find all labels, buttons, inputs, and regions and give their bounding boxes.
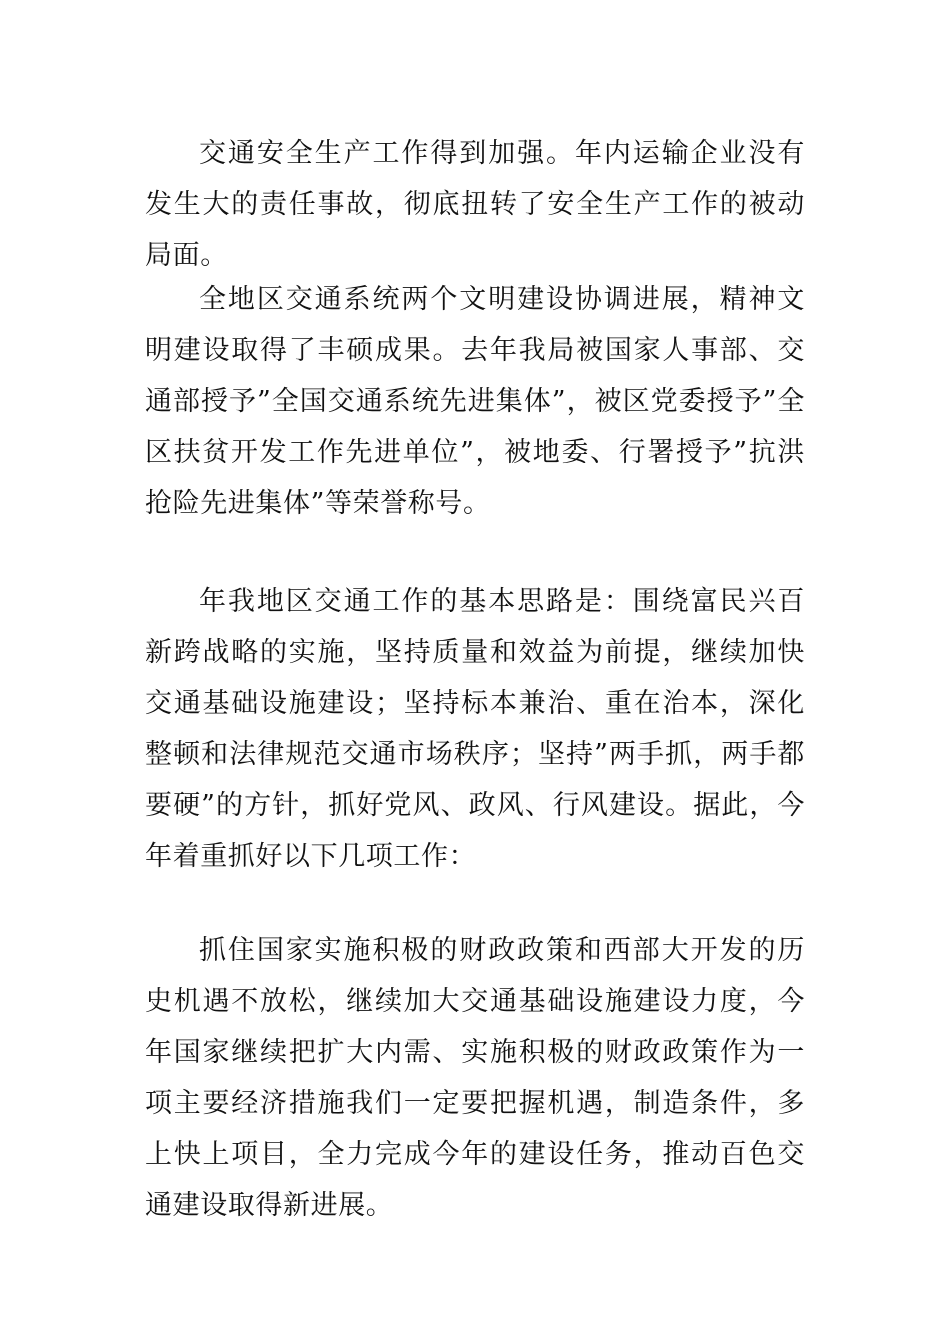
paragraph-safety: 交通安全生产工作得到加强。年内运输企业没有发生大的责任事故，彻底扭转了安全生产工作的被动局面。 [145,138,805,271]
paragraph-civilization: 全地区交通系统两个文明建设协调进展，精神文明建设取得了丰硕成果。去年我局被国家人事部、交通部授予”全国交通系统先进集体”，被区党委授予”全区扶贫开发工作先进单位”，被地委、行署授予”抗洪抢险先进集体”等荣誉称号。 [145,284,805,519]
paragraph-work-plan: 年我地区交通工作的基本思路是：围绕富民兴百新跨战略的实施，坚持质量和效益为前提，继续加快交通基础设施建设；坚持标本兼治、重在治本，深化整顿和法律规范交通市场秩序；坚持”两手抓，两手都要硬”的方针，抓好党风、政风、行风建设。据此，今年着重抓好以下几项工作： [145,586,805,872]
paragraph-infrastructure: 抓住国家实施积极的财政政策和西部大开发的历史机遇不放松，继续加大交通基础设施建设力度，今年国家继续把扩大内需、实施积极的财政政策作为一项主要经济措施我们一定要把握机遇，制造条件，多上快上项目，全力完成今年的建设任务，推动百色交通建设取得新进展。 [145,935,805,1221]
